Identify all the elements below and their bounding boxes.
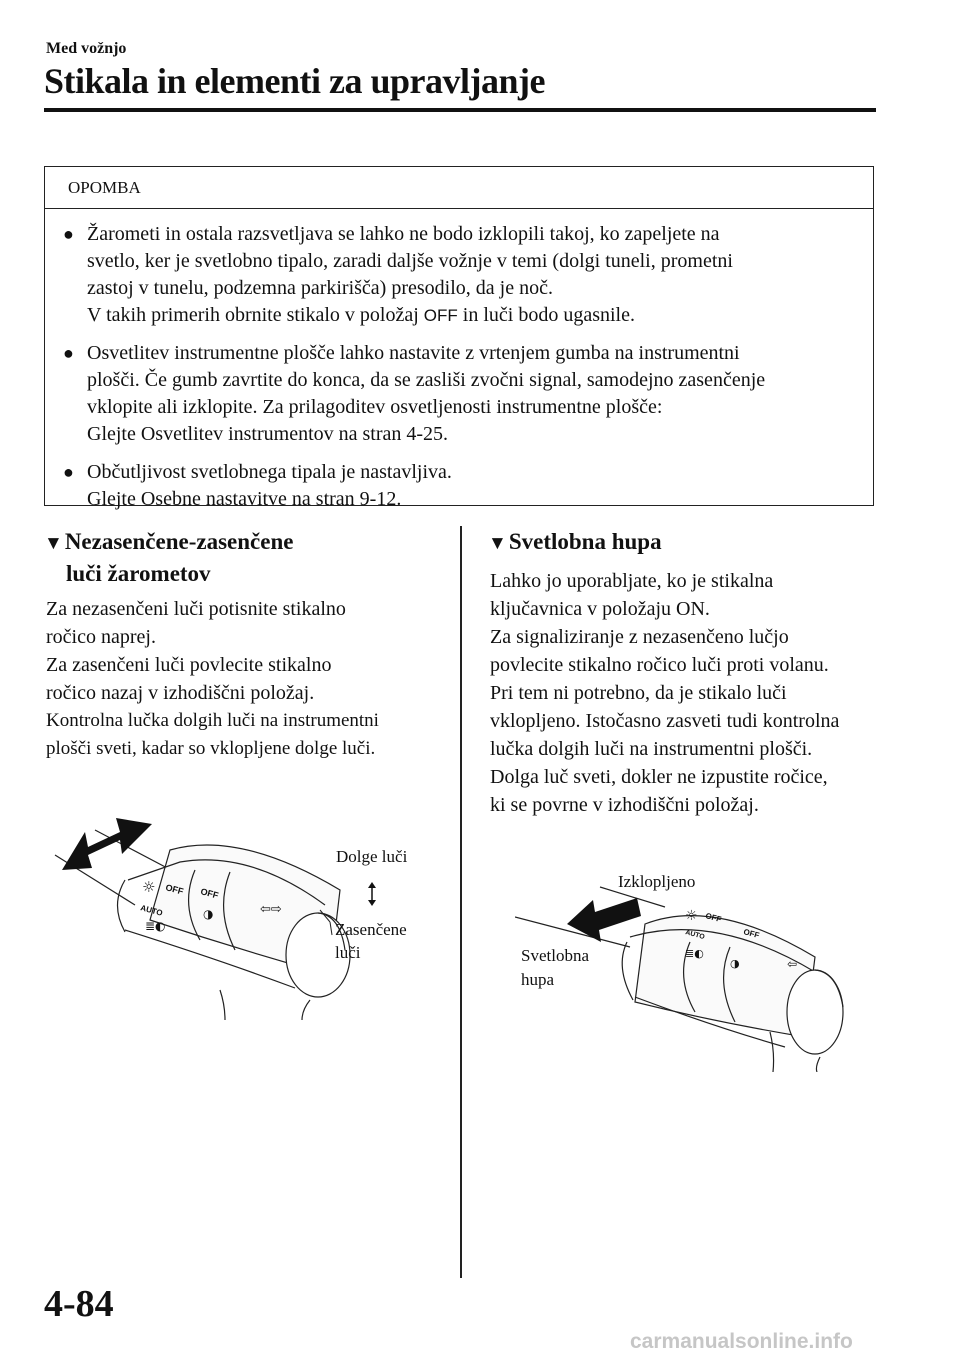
turn-signal-icon: ⇦ <box>787 957 798 971</box>
figure-high-low-beam <box>40 810 450 1020</box>
bullet-icon: ● <box>63 462 74 482</box>
sun-icon: ☼ <box>142 878 156 896</box>
label-low-beam-2: luči <box>335 943 361 962</box>
title-rule <box>44 108 876 112</box>
section-title-line: Svetlobna hupa <box>508 529 662 554</box>
fog-light-icon: ◑ <box>203 907 214 921</box>
off-position-label: OFF <box>423 306 458 325</box>
bullet-icon: ● <box>63 224 74 244</box>
note-list <box>45 209 873 513</box>
body-line: Lahko jo uporabljate, ko je stikalna <box>490 570 774 592</box>
note-text <box>87 221 733 329</box>
turn-signal-icon: ⇦⇨ <box>260 902 282 917</box>
fog-light-icon: ◑ <box>730 957 740 970</box>
triangle-icon: ▼ <box>44 533 63 554</box>
section-title-line: Nezasenčene-zasenčene <box>64 529 294 554</box>
stalk-illustration <box>40 810 450 1020</box>
page-title: Stikala in elementi za upravljanje <box>44 61 545 101</box>
body-line: Dolga luč sveti, dokler ne izpustite ročice, <box>490 766 828 788</box>
note-text <box>87 340 765 448</box>
note-item <box>63 459 853 513</box>
left-body-text <box>46 595 446 763</box>
note-text <box>87 459 452 513</box>
note-line: Občutljivost svetlobnega tipala je nastavljiva. <box>87 461 452 483</box>
body-line: Za nezasenčeni luči potisnite stikalno <box>46 598 346 620</box>
body-line: lučka dolgih luči na instrumentni plošči. <box>490 738 813 760</box>
note-box <box>44 166 874 510</box>
label-off: Izklopljeno <box>618 872 696 891</box>
double-arrow-icon <box>62 818 152 870</box>
body-line: Za zasenčeni luči povlecite stikalno <box>46 654 332 676</box>
bullet-icon: ● <box>63 343 74 363</box>
body-line: vklopljeno. Istočasno zasveti tudi kontrolna <box>490 710 840 732</box>
up-down-arrow-icon <box>368 882 376 906</box>
note-line: Žarometi in ostala razsvetljava se lahko ne bodo izklopili takoj, ko zapeljete na <box>87 223 720 245</box>
stalk-illustration <box>515 862 855 1072</box>
figure-flash-to-pass <box>515 862 855 1072</box>
note-line: Glejte Osebne nastavitve na stran 9-12. <box>87 488 402 510</box>
body-line: Kontrolna lučka dolgih luči na instrumentni <box>46 710 379 731</box>
note-line: svetlo, ker je svetlobno tipalo, zaradi daljše vožnje v temi (dolgi tuneli, prometni <box>87 250 733 272</box>
note-line: Glejte Osvetlitev instrumentov na stran 4-25. <box>87 423 449 445</box>
note-line: zastoj v tunelu, podzemna parkirišča) presodilo, da je noč. <box>87 277 553 299</box>
stalk-off-label: OFF <box>704 911 723 925</box>
note-text-part: in luči bodo ugasnile. <box>457 304 635 326</box>
section-title-flash-to-pass <box>488 527 662 559</box>
arrow-left-icon <box>567 898 641 942</box>
body-line: ročico naprej. <box>46 626 156 648</box>
stalk-off-label: OFF <box>164 882 185 897</box>
note-line: plošči. Če gumb zavrtite do konca, da se zasliši zvočni signal, samodejno zasenčenje <box>87 369 766 391</box>
section-title-high-low-beam <box>44 527 293 589</box>
section-title-line: luči žarometov <box>66 561 211 586</box>
stalk-off-label-2: OFF <box>199 886 220 901</box>
note-item <box>63 221 853 329</box>
note-heading: OPOMBA <box>45 167 873 209</box>
label-flash-2: hupa <box>521 970 555 989</box>
note-text-part: V takih primerih obrnite stikalo v položaj <box>87 304 424 326</box>
triangle-icon: ▼ <box>488 533 507 554</box>
label-high-beam: Dolge luči <box>336 847 408 866</box>
body-line: Za signaliziranje z nezasenčeno lučjo <box>490 626 789 648</box>
breadcrumb: Med vožnjo <box>46 40 127 57</box>
body-line: Pri tem ni potrebno, da je stikalo luči <box>490 682 787 704</box>
note-line: vklopite ali izklopite. Za prilagoditev osvetljenosti instrumentne plošče: <box>87 396 663 418</box>
stalk-auto-label: AUTO <box>139 903 164 918</box>
page-number: 4-84 <box>44 1283 114 1325</box>
headlight-icon: ≣◐ <box>145 919 166 933</box>
note-item <box>63 340 853 448</box>
right-body-text <box>490 567 890 819</box>
body-line: plošči sveti, kadar so vklopljene dolge luči. <box>46 738 376 759</box>
body-line: povlecite stikalno ročico luči proti volanu. <box>490 654 829 676</box>
watermark: carmanualsonline.info <box>630 1330 853 1353</box>
note-line <box>87 302 733 329</box>
body-line: ročico nazaj v izhodiščni položaj. <box>46 682 315 704</box>
stalk-auto-label: AUTO <box>684 929 706 942</box>
body-line: ki se povrne v izhodiščni položaj. <box>490 794 759 816</box>
column-divider <box>460 526 462 1278</box>
label-low-beam-1: Zasenčene <box>335 920 407 939</box>
headlight-icon: ≣◐ <box>685 947 704 960</box>
label-flash-1: Svetlobna <box>521 946 589 965</box>
note-line: Osvetlitev instrumentne plošče lahko nastavite z vrtenjem gumba na instrumentni <box>87 342 740 364</box>
sun-icon: ☼ <box>685 908 698 924</box>
body-line: ključavnica v položaju ON. <box>490 598 710 620</box>
stalk-off-label-2: OFF <box>742 927 761 941</box>
